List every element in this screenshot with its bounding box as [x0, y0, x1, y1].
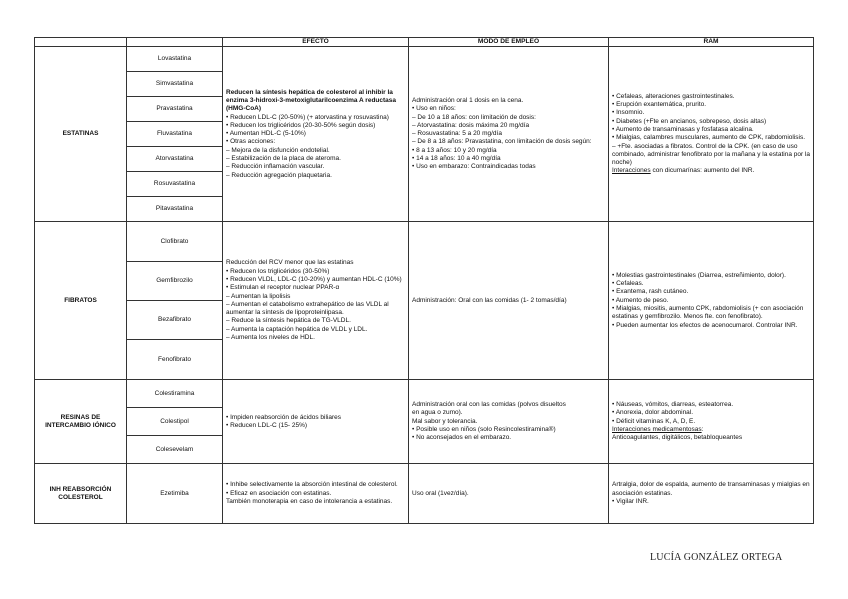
- efecto-line: • Reducen los triglicéridos (30-50%): [226, 267, 330, 275]
- ram-ezetimiba: [609, 464, 814, 524]
- efecto-line: • Otras acciones:: [226, 138, 276, 146]
- efecto-line: • Reducen LDL-C (15- 25%): [226, 421, 308, 429]
- author-footer: LUCÍA GONZÁLEZ ORTEGA: [650, 552, 783, 563]
- group-fibratos: FIBRATOS: [35, 222, 127, 380]
- modo-line: • Posible uso en niños (solo Resincolestiramina®): [412, 425, 556, 433]
- efecto-line: • Impiden reabsorción de ácidos biliares: [226, 413, 342, 421]
- drug-colesevelam: Colesevelam: [127, 436, 223, 464]
- drug-pravastatina: Pravastatina: [127, 97, 223, 122]
- ram-interaction-text: con dicumarínas: aumento del INR.: [650, 167, 755, 175]
- header-ram: RAM: [609, 38, 814, 47]
- ram-interaction-label: Interacciones: [612, 167, 651, 175]
- ram-fibratos: [609, 222, 814, 380]
- header-efecto: EFECTO: [223, 38, 409, 47]
- ram-line: • Aumento de peso.: [612, 296, 669, 304]
- modo-resinas: [409, 380, 609, 464]
- ram-line: • Aumento de transaminasas y fosfatasa alcalina.: [612, 126, 754, 133]
- ram-estatinas: [609, 47, 814, 222]
- efecto-line: • Aumentan HDL-C (5-10%): [226, 130, 306, 138]
- ram-line: Artralgia, dolor de espalda, aumento de transaminasas y mialgias en asociación estatinas.: [612, 481, 810, 497]
- modo-ezetimiba: [409, 464, 609, 524]
- modo-fibratos: [409, 222, 609, 380]
- ram-interaction: [612, 426, 810, 434]
- modo-line: Administración oral 1 dosis en la cena.: [412, 96, 524, 104]
- drug-fluvastatina: Fluvastatina: [127, 122, 223, 147]
- drug-atorvastatina: Atorvastatina: [127, 147, 223, 172]
- efecto-line: – Estabilización de la placa de ateroma.: [226, 155, 341, 163]
- ram-interaction-text: :: [701, 425, 704, 433]
- drug-rosuvastatina: Rosuvastatina: [127, 172, 223, 197]
- drug-lovastatina: Lovastatina: [127, 47, 223, 72]
- efecto-line: – Reducción agregación plaquetaria.: [226, 171, 332, 179]
- ram-line: – +Fte. asociadas a fibratos. Control de la CPK. (en caso de uso combinado, administrar fenofibrato por la mañana y la estatina por la noche): [612, 142, 810, 167]
- drug-colestiramina: Colestiramina: [127, 380, 223, 408]
- modo-line: en agua o zumo).: [412, 409, 463, 417]
- drug-pitavastatina: Pitavastatina: [127, 197, 223, 222]
- modo-line: Mal sabor y tolerancia.: [412, 417, 478, 425]
- efecto-line: • Reducen los triglicéridos (20-30-50% según dosis): [226, 121, 376, 129]
- ram-line: • Anorexia, dolor abdominal.: [612, 409, 694, 417]
- ram-line: • Náuseas, vómitos, diarreas, esteatorrea.: [612, 401, 734, 409]
- efecto-line: Reducen la síntesis hepática de colesterol al inhibir la enzima 3-hidroxi-3-metoxiglutarilcoenzima A reductasa (HMG-CoA): [226, 88, 397, 113]
- ram-line: • Cefaleas, alteraciones gastrointestinales.: [612, 92, 735, 100]
- group-resinas: RESINAS DE INTERCAMBIO IÓNICO: [35, 380, 127, 464]
- header-row: [35, 38, 814, 47]
- modo-line: – De 10 a 18 años: con limitación de dosis:: [412, 113, 536, 121]
- ram-interaction-label: Interacciones medicamentosas: [612, 425, 702, 433]
- header-modo-empleo: MODO DE EMPLEO: [409, 38, 609, 47]
- drug-colestipol: Colestipol: [127, 408, 223, 436]
- modo-line: Administración oral con las comidas (polvos disueltos: [412, 401, 566, 409]
- efecto-line: • Inhibe selectivamente la absorción intestinal de colesterol.: [226, 481, 398, 489]
- efecto-estatinas: [223, 47, 409, 222]
- ram-line: • Diabetes (+Fte en ancianos, sobrepeso, dosis altas): [612, 117, 767, 125]
- efecto-line: • Eficaz en asociación con estatinas.: [226, 489, 332, 497]
- efecto-line: – Aumenta la captación hepática de VLDL y LDL.: [226, 325, 368, 333]
- efecto-line: • Estimulan el receptor nuclear PPAR-α: [226, 284, 340, 292]
- ram-line: • Exantema, rash cutáneo.: [612, 288, 689, 296]
- efecto-line: – Reducción inflamación vascular.: [226, 163, 325, 171]
- efecto-fibratos: [223, 222, 409, 380]
- modo-line: • No aconsejados en el embarazo.: [412, 434, 512, 442]
- ram-resinas: [609, 380, 814, 464]
- ram-line: • Vigilar INR.: [612, 497, 649, 505]
- efecto-line: • Reducen VLDL, LDL-C (10-20%) y aumentan HDL-C (10%): [226, 275, 402, 283]
- modo-line: – Atorvastatina: dosis máxima 20 mg/día: [412, 121, 530, 129]
- efecto-line: – Aumenta los niveles de HDL.: [226, 333, 315, 341]
- efecto-line: – Aumentan el catabolismo extrahepático de las VLDL al: [226, 300, 389, 308]
- header-blank-1: [35, 38, 127, 47]
- ram-line: • Pueden aumentar los efectos de acenocumarol. Controlar INR.: [612, 321, 798, 329]
- modo-line: • 8 a 13 años: 10 y 20 mg/día: [412, 146, 497, 154]
- modo-line: – Rosuvastatina: 5 a 20 mg/día: [412, 130, 502, 138]
- modo-line: • Uso en niños:: [412, 105, 456, 113]
- ram-line: • Mialgias, calambres musculares, aumento de CPK, rabdomiolisis.: [612, 134, 806, 142]
- drug-gemfibrozilo: Gemfibrozilo: [127, 262, 223, 301]
- modo-estatinas: [409, 47, 609, 222]
- ram-line: Anticoagulantes, digitálicos, betabloqueantes: [612, 434, 743, 442]
- ram-line: • Cefaleas.: [612, 280, 644, 288]
- modo-line: – De 8 a 18 años: Pravastatina, con limitación de dosis según:: [412, 138, 592, 146]
- modo-line: • 14 a 18 años: 10 a 40 mg/día: [412, 155, 501, 163]
- drug-bezafibrato: Bezafibrato: [127, 301, 223, 340]
- efecto-line: Reducción del RCV menor que las estatinas: [226, 259, 354, 267]
- ram-interaction: [612, 167, 810, 175]
- ram-line: • Erupción exantemática, prurito.: [612, 101, 707, 109]
- drug-fenofibrato: Fenofibrato: [127, 340, 223, 380]
- drug-simvastatina: Simvastatina: [127, 72, 223, 97]
- ram-line: • Mialgias, miositis, aumento CPK, rabdomiolisis (+ con asociación estatinas y gemfibrozilo. Menos fte. con fenofibrato).: [612, 304, 804, 321]
- header-blank-2: [127, 38, 223, 47]
- ram-line: • Déficit vitaminas K, A, D, E.: [612, 417, 696, 425]
- modo-line: Uso oral (1vez/día).: [412, 489, 469, 497]
- group-estatinas: ESTATINAS: [35, 47, 127, 222]
- efecto-line: aumentar la síntesis de lipoproteinlipasa.: [226, 309, 344, 317]
- drug-ezetimiba: Ezetimiba: [127, 464, 223, 524]
- efecto-resinas: [223, 380, 409, 464]
- modo-line: • Uso en embarazo: Contraindicadas todas: [412, 163, 536, 171]
- efecto-line: – Reduce la síntesis hepática de TG-VLDL.: [226, 317, 351, 325]
- efecto-line: – Aumentan la lipolisis: [226, 292, 291, 300]
- drug-clofibrato: Clofibrato: [127, 222, 223, 262]
- drug-table: [34, 37, 814, 524]
- modo-line: Administración: Oral con las comidas (1- 2 tomas/día): [412, 296, 567, 304]
- efecto-line: – Mejora de la disfunción endotelial.: [226, 146, 330, 154]
- efecto-line: • Reducen LDL-C (20-50%) (+ atorvastina y rosuvastina): [226, 113, 389, 121]
- efecto-ezetimiba: [223, 464, 409, 524]
- group-inh-reabsorcion: INH REABSORCIÓN COLESTEROL: [35, 464, 127, 524]
- efecto-line: También monoterapia en caso de intolerancia a estatinas.: [226, 497, 393, 505]
- ram-line: • Molestias gastrointestinales (Diarrea, estreñimiento, dolor).: [612, 271, 786, 279]
- ram-line: • Insomnio.: [612, 109, 645, 117]
